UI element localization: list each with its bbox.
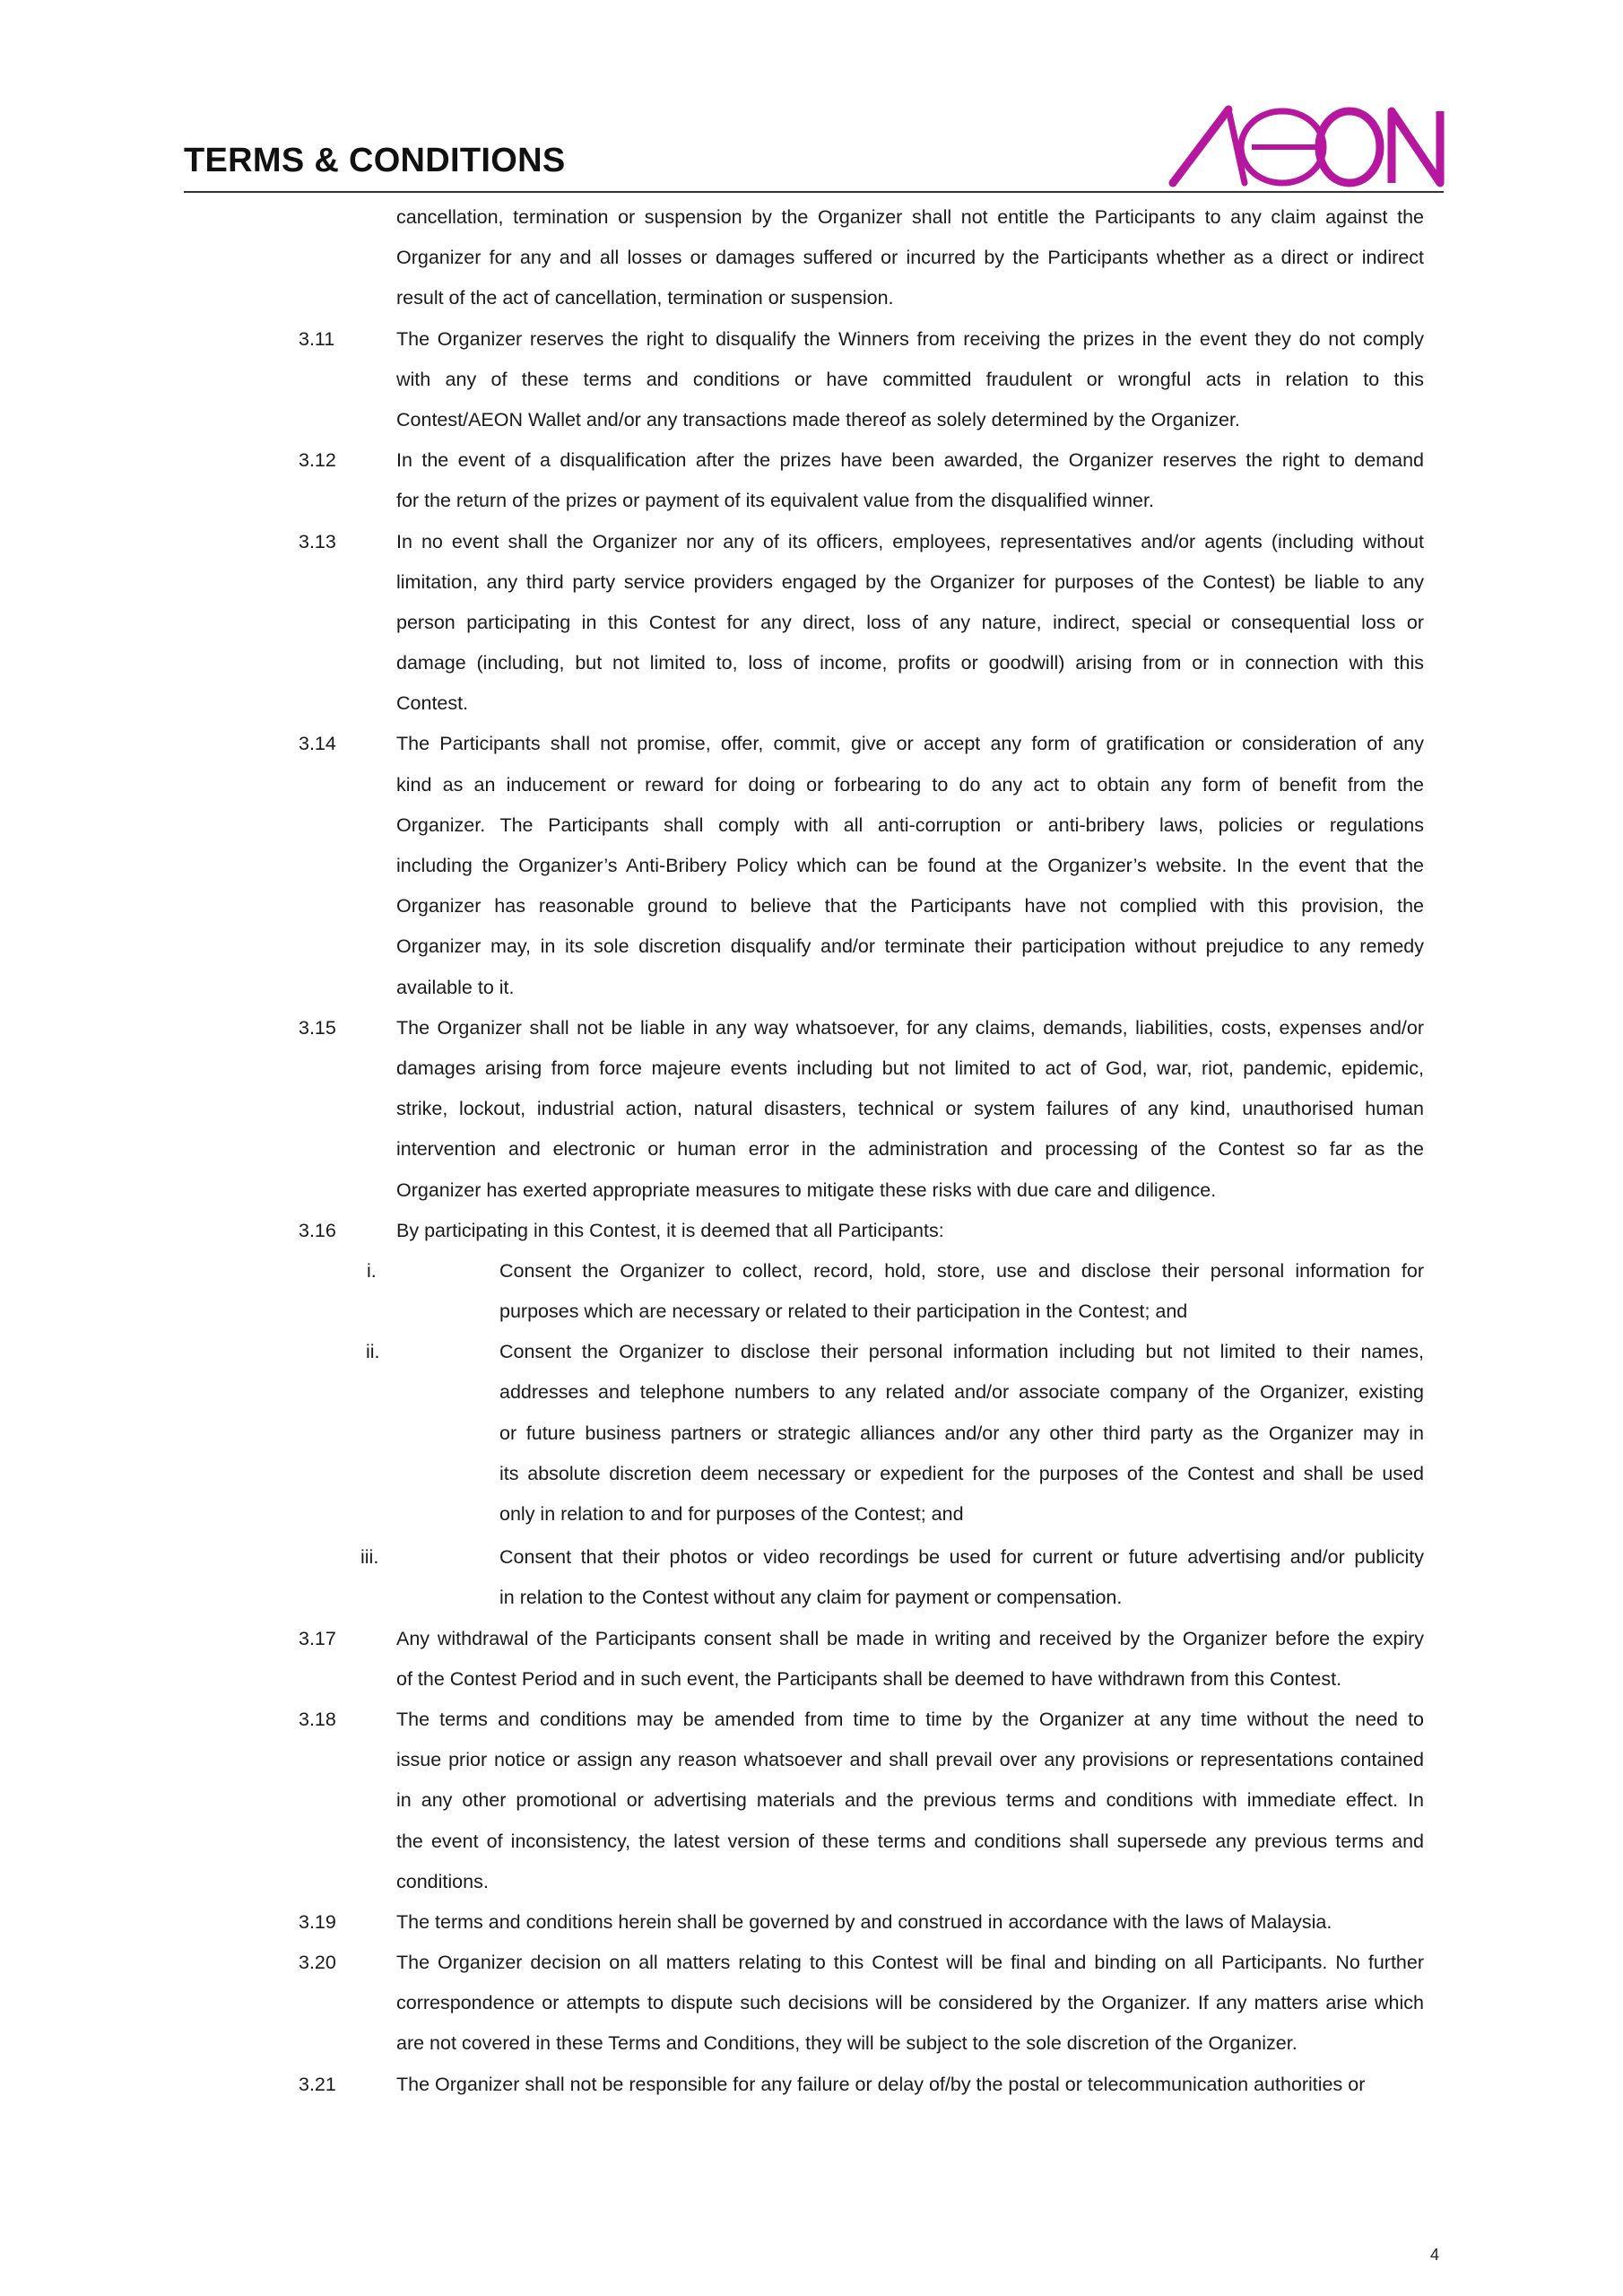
page-number: 4 [1430, 2246, 1440, 2264]
clause-text-line: kind as an inducement or reward for doing or forbearing to do any act to obtain any form of benefit from the [396, 773, 1424, 796]
clause-text-line: strike, lockout, industrial action, natural disasters, technical or system failures of any kind, unauthorised human [396, 1098, 1424, 1120]
clause-number: 3.14 [299, 733, 336, 755]
clause [0, 724, 1424, 1007]
clause-text-line: The Organizer reserves the right to disqualify the Winners from receiving the prizes in the event they do not comply [396, 327, 1424, 350]
clause-text-line: The terms and conditions may be amended from time to time by the Organizer at any time without the need to [396, 1708, 1424, 1730]
clause-number: 3.19 [299, 1910, 336, 1933]
clause [0, 1211, 1424, 1251]
clause [0, 2065, 1424, 2105]
clause-text-line: intervention and electronic or human error in the administration and processing of the Contest so far as the [396, 1138, 1424, 1161]
clause-text-line: Consent the Organizer to collect, record, hold, store, use and disclose their personal information for [499, 1259, 1424, 1282]
clause-text-line: available to it. [396, 976, 515, 998]
clause-text-line: with any of these terms and conditions or have committed fraudulent or wrongful acts in relation to this [396, 368, 1424, 390]
clause-text-line: including the Organizer’s Anti-Bribery Policy which can be found at the Organizer’s website. In the event that the [396, 855, 1424, 876]
aeon-logo [1166, 100, 1453, 190]
clause-text-line: person participating in this Contest for any direct, loss of any nature, indirect, special or consequential loss or [396, 611, 1424, 633]
page-title: TERMS & CONDITIONS [184, 142, 566, 179]
clause-text-line: In no event shall the Organizer nor any of its officers, employees, representatives and/or agents (including without [396, 530, 1424, 552]
sub-clause [0, 1537, 1424, 1618]
clause-number: 3.12 [299, 449, 336, 472]
clause-text-line: addresses and telephone numbers to any related and/or associate company of the Organizer, existing [499, 1381, 1424, 1404]
clause-text-line: Consent that their photos or video recordings be used for current or future advertising and/or publicity [499, 1546, 1424, 1569]
clause-text-line: in any other promotional or advertising materials and the previous terms and conditions with immediate effect. In [396, 1789, 1424, 1812]
clause-text-line: of the Contest Period and in such event, the Participants shall be deemed to have withdrawn from this Contest. [396, 1667, 1342, 1690]
clause [0, 197, 1424, 319]
terms-body [0, 197, 1623, 2105]
clause-text-line: The Participants shall not promise, offer, commit, give or accept any form of gratification or consideration of any [396, 733, 1424, 755]
clause-text-line: Contest. [396, 692, 469, 715]
clause-number: 3.21 [299, 2073, 336, 2095]
clause [0, 319, 1424, 441]
clause-text-line: for the return of the prizes or payment of its equivalent value from the disqualified winner. [396, 490, 1154, 512]
clause-text-line: In the event of a disqualification after the prizes have been awarded, the Organizer reserves the right to demand [396, 449, 1424, 472]
clause [0, 522, 1424, 725]
clause-text-line: issue prior notice or assign any reason whatsoever and shall prevail over any provisions or representations contained [396, 1749, 1424, 1771]
sub-clause-number: iii. [360, 1546, 379, 1569]
clause-text-line: The Organizer shall not be responsible for any failure or delay of/by the postal or telecommunication authorities or [396, 2073, 1366, 2095]
header-divider [184, 191, 1444, 193]
clause-text-line: purposes which are necessary or related to their participation in the Contest; and [499, 1300, 1188, 1323]
clause-text-line: result of the act of cancellation, termination or suspension. [396, 287, 894, 309]
clause-text-line: cancellation, termination or suspension by the Organizer shall not entitle the Participants to any claim against the [396, 206, 1424, 228]
clause-text-line: The terms and conditions herein shall be governed by and construed in accordance with the laws of Malaysia. [396, 1910, 1332, 1933]
sub-clause [0, 1251, 1424, 1332]
clause-text-line: limitation, any third party service providers engaged by the Organizer for purposes of the Contest) be liable to any [396, 570, 1424, 593]
aeon-logo-mark [1173, 109, 1440, 183]
clause [0, 440, 1424, 521]
sub-clause-number: i. [367, 1259, 377, 1282]
clause-number: 3.15 [299, 1016, 336, 1039]
clause-text-line: The Organizer decision on all matters relating to this Contest will be final and binding on all Participants. No further [396, 1952, 1424, 1974]
clause-text-line: By participating in this Contest, it is deemed that all Participants: [396, 1219, 944, 1241]
clause-text-line: Any withdrawal of the Participants consent shall be made in writing and received by the Organizer before the expiry [396, 1627, 1424, 1649]
clause-text-line: Organizer has reasonable ground to believe that the Participants have not complied with this provision, the [396, 895, 1424, 918]
clause-text-line: Organizer. The Participants shall comply with all anti-corruption or anti-bribery laws, policies or regulations [396, 813, 1424, 836]
clause-text-line: damage (including, but not limited to, loss of income, profits or goodwill) arising from or in connection with this [396, 652, 1424, 674]
clause-text-line: Consent the Organizer to disclose their personal information including but not limited to their names, [499, 1341, 1424, 1363]
clause-text-line: Organizer may, in its sole discretion disqualify and/or terminate their participation without prejudice to any remedy [396, 935, 1424, 958]
clause-text-line: damages arising from force majeure events including but not limited to act of God, war, riot, pandemic, epidemic, [396, 1057, 1424, 1079]
clause [0, 1700, 1424, 1902]
clause-number: 3.18 [299, 1708, 336, 1730]
clause-text-line: Contest/AEON Wallet and/or any transactions made thereof as solely determined by the Organizer. [396, 408, 1240, 430]
clause-text-line: The Organizer shall not be liable in any way whatsoever, for any claims, demands, liabilities, costs, expenses and/or [396, 1016, 1424, 1039]
clause-text-line: conditions. [396, 1870, 489, 1892]
clause-number: 3.17 [299, 1627, 336, 1649]
clause-text-line: the event of inconsistency, the latest version of these terms and conditions shall supersede any previous terms and [396, 1830, 1424, 1852]
clause-text-line: its absolute discretion deem necessary or expedient for the purposes of the Contest and shall be used [499, 1462, 1424, 1484]
clause-text-line: Organizer has exerted appropriate measures to mitigate these risks with due care and diligence. [396, 1178, 1217, 1201]
clause-text-line: correspondence or attempts to dispute such decisions will be considered by the Organizer. If any matters arise which [396, 1992, 1424, 2014]
clause [0, 1943, 1424, 2065]
clause [0, 1008, 1424, 1211]
sub-clause [0, 1332, 1424, 1535]
clause-text-line: or future business partners or strategic alliances and/or any other third party as the Organizer may in [499, 1422, 1424, 1444]
clause-number: 3.20 [299, 1952, 336, 1974]
clause [0, 1619, 1424, 1700]
clause-text-line: are not covered in these Terms and Conditions, they will be subject to the sole discretion of the Organizer. [396, 2032, 1298, 2055]
clause-number: 3.16 [299, 1219, 336, 1241]
sub-clause-number: ii. [366, 1341, 380, 1363]
clause-text-line: only in relation to and for purposes of the Contest; and [499, 1503, 964, 1525]
clause-text-line: Organizer for any and all losses or damages suffered or incurred by the Participants whether as a direct or indirect [396, 247, 1424, 269]
clause-text-line: in relation to the Contest without any claim for payment or compensation. [499, 1587, 1123, 1609]
clause-number: 3.13 [299, 530, 336, 552]
clause [0, 1902, 1424, 1943]
clause-number: 3.11 [299, 327, 335, 350]
